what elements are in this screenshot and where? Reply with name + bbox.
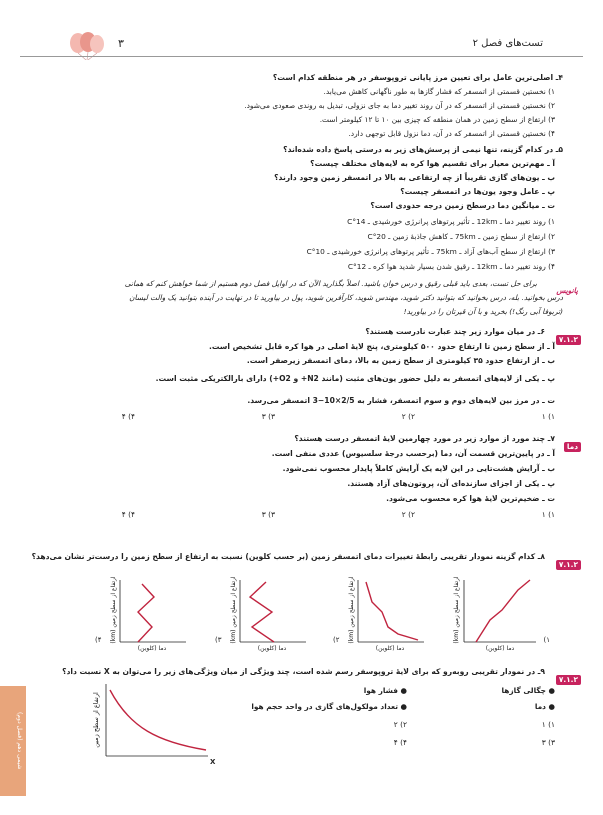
q8-graph-2[interactable]: [324, 572, 428, 652]
q8-graph-2-xlabel: دما (کلوین): [375, 645, 405, 652]
q9-stem: ۹ـ در نمودار تقریبی روبه‌رو که برای لایهٔ تروپوسفر رسم شده است، چند ویژگی از میان ویژگی‌های زیر را می‌توان به X نسبت داد؟: [62, 667, 545, 676]
q8-graphs: [86, 572, 556, 652]
q6-stem: ۶ـ در میان موارد زیر چند عبارت نادرست هستند؟: [365, 327, 545, 336]
q9-option-1[interactable]: ۱) ۱: [541, 720, 555, 729]
q9-feature-4: ● تعداد مولکول‌های گازی در واحد حجم هوا: [251, 702, 407, 711]
q6-option-4[interactable]: ۴) ۴: [121, 412, 135, 421]
q6-tag: [556, 327, 581, 346]
q4-option-2[interactable]: ۲) نخستین قسمتی از اتمسفر که در آن روند تغییر دما به جای نزولی، تبدیل به روندی صعودی می‌شود.: [244, 101, 555, 110]
page-number: ۳: [118, 37, 124, 50]
q9-feature-3: ● دما: [534, 702, 555, 711]
q6-part-p: پ ـ یکی از لایه‌های اتمسفر به دلیل حضور یون‌های مثبت (مانند N2+ و O2+) دارای بارالکتریکی مثبت است.: [155, 374, 555, 383]
q9-option-3[interactable]: ۳) ۳: [541, 738, 555, 747]
balloon-logo: [66, 30, 110, 64]
q9-option-2[interactable]: ۲) ۲: [393, 720, 407, 729]
q8-graph-1[interactable]: [446, 572, 556, 652]
q7-tag: [564, 434, 581, 453]
q9-feature-1: ● چگالی گازها: [501, 686, 555, 695]
q5-part-t: ت ـ میانگین دما درسطح زمین درجه حدودی است؟: [370, 201, 555, 210]
q9-graph-ylabel: ارتفاع از سطح زمین: [92, 692, 100, 748]
q8-graph-4[interactable]: [86, 572, 190, 652]
q8-graph-3-curve: [250, 582, 274, 642]
q8-graph-3-ylabel: ارتفاع از سطح زمین (km): [230, 576, 237, 644]
q4-option-1[interactable]: ۱) نخستین قسمتی از اتمسفر که فشار گازها به طور ناگهانی کاهش می‌یابد.: [323, 87, 555, 96]
q8-graph-2-ylabel: ارتفاع از سطح زمین (km): [348, 576, 355, 644]
q5-option-4[interactable]: ۴) روند تغییر دما ـ 12km ـ رقیق شدن بسیار شدید هوا کره ـ 12°C: [347, 262, 555, 271]
q9-graph-curve: [110, 690, 206, 750]
q7-option-1[interactable]: ۱) ۱: [541, 510, 555, 519]
q8-graph-4-ylabel: ارتفاع از سطح زمین (km): [110, 576, 117, 644]
note-line-3: (تربوفا آبی رنگ!) بخرید و با آن قیرتان را در بیاورید!: [403, 307, 563, 316]
q6-part-t: ت ـ در مرز بین لایه‌های دوم و سوم اتمسفر، فشار به 2/5×10−3 اتمسفر می‌رسد.: [247, 396, 555, 405]
q5-part-a: آ ـ مهم‌ترین معیار برای تقسیم هوا کره به لایه‌های مختلف چیست؟: [310, 159, 555, 168]
q9-tag-text: ۷.۱.۲: [556, 675, 581, 685]
side-tab-label: شیمی دهم (فصل دوم): [16, 712, 23, 770]
side-tab: [0, 686, 26, 796]
note-label-text: پانویس: [553, 286, 581, 296]
page-header-title: تست‌های فصل ۲: [472, 38, 543, 49]
q8-graph-3[interactable]: [206, 572, 310, 652]
q9-option-4[interactable]: ۴) ۴: [393, 738, 407, 747]
q6-part-a: آ ـ از سطح زمین تا ارتفاع حدود ۵۰۰ کیلومتری، پنج لایهٔ اصلی در هوا کره قابل تشخیص است.: [208, 342, 555, 351]
q7-part-p: پ ـ یکی از اجزای سازنده‌ای آن، پروتون‌های آزاد هستند.: [347, 479, 555, 488]
q7-part-t: ت ـ ضخیم‌ترین لایهٔ هوا کره محسوب می‌شود.: [386, 494, 555, 503]
q4-option-3[interactable]: ۳) ارتفاع از سطح زمین در همان منطقه که چیزی بین ۱۰ تا ۱۲ کیلومتر است.: [319, 115, 555, 124]
q8-graph-4-label: (۴: [95, 636, 102, 644]
q5-option-3[interactable]: ۳) ارتفاع از سطح آب‌های آزاد ـ 75km ـ تأثیر پرتوهای پرانرژی خورشیدی ـ 10°C: [306, 247, 555, 256]
q6-tag-text: ۷.۱.۲: [556, 335, 581, 345]
q8-tag-text: ۷.۱.۲: [556, 560, 581, 570]
q7-option-4[interactable]: ۴) ۴: [121, 510, 135, 519]
q9-tag: [556, 667, 581, 686]
q6-option-2[interactable]: ۲) ۲: [401, 412, 415, 421]
q8-graph-1-curve: [476, 580, 530, 642]
header-divider: [20, 56, 583, 57]
q8-graph-4-curve: [138, 584, 154, 642]
note-line-1: برای حل تست، بعدی باید قبلی رقیق و درس خوان باشید. اصلاً بگذارید الآن که در اوایل فصل دوم هستیم از شما خواهش کنم که همانی: [124, 279, 537, 288]
q8-graph-3-xlabel: دما (کلوین): [257, 645, 287, 652]
q9-feature-2: ● فشار هوا: [363, 686, 407, 695]
q7-stem: ۷ـ چند مورد از موارد زیر در مورد چهارمین لایهٔ اتمسفر درست هستند؟: [294, 434, 555, 443]
note-line-2: درس بخوانید. بله، درس بخوانید که بتوانید دکتر شوید، مهندس شوید، کارآفرین شوید، پول در بیاورید تا در نهایت در آینده بتوانید یک والت لیسان: [129, 293, 563, 302]
q4-option-4[interactable]: ۴) نخستین قسمتی از اتمسفر که در آن، دما نزول قابل توجهی دارد.: [348, 129, 555, 138]
q7-part-b: ب ـ آرایش هشت‌تایی در این لایه یک آرایش کاملاً پایدار محسوب نمی‌شود.: [282, 464, 555, 473]
q5-option-2[interactable]: ۲) ارتفاع از سطح زمین ـ 75km ـ کاهش جاذبهٔ زمین ـ 20°C: [367, 232, 555, 241]
q9-graph: [86, 680, 221, 770]
q7-option-3[interactable]: ۳) ۳: [261, 510, 275, 519]
q5-part-b: ب ـ یون‌های گازی تقریباً از چه ارتفاعی به بالا در اتمسفر زمین وجود دارند؟: [274, 173, 555, 182]
q7-option-2[interactable]: ۲) ۲: [401, 510, 415, 519]
q7-part-a: آ ـ در پایین‌ترین قسمت آن، دما (برحسب درجهٔ سلسیوس) عددی منفی است.: [271, 449, 555, 458]
q8-tag: [556, 552, 581, 571]
q8-graph-4-xlabel: دما (کلوین): [137, 645, 167, 652]
q6-option-1[interactable]: ۱) ۱: [541, 412, 555, 421]
q6-option-3[interactable]: ۳) ۳: [261, 412, 275, 421]
q4-stem: ۴ـ اصلی‌ترین عامل برای تعیین مرز پایانی تروپوسفر در هر منطقه کدام است؟: [272, 73, 563, 82]
q8-graph-1-xlabel: دما (کلوین): [485, 645, 515, 652]
q8-graph-2-label: (۲: [333, 636, 340, 644]
q7-tag-text: دما: [564, 442, 581, 452]
q8-graph-1-label: (۱: [543, 636, 550, 644]
q8-graph-3-label: (۳: [215, 636, 222, 644]
q5-option-1[interactable]: ۱) روند تغییر دما ـ 12km ـ تأثیر پرتوهای پرانرژی خورشیدی ـ 14°C: [347, 217, 555, 226]
q9-graph-xlabel: X: [210, 758, 216, 766]
q5-part-p: پ ـ عامل وجود یون‌ها در اتمسفر چیست؟: [400, 187, 555, 196]
q8-graph-2-curve: [366, 582, 418, 640]
q5-stem: ۵ـ در کدام گزینه، تنها نیمی از پرسش‌های زیر به درستی پاسخ داده شده‌اند؟: [283, 145, 563, 154]
q6-part-b: ب ـ از ارتفاع حدود ۳۵ کیلومتری از سطح زمین به بالا، دمای اتمسفر زیرصفر است.: [246, 356, 555, 365]
q8-stem: ۸ـ کدام گزینه نمودار تقریبی رابطهٔ تغییرات دمای اتمسفر زمین (بر حسب کلوین) نسبت به ارتفاع از سطح زمین را درست‌تر نشان می‌دهد؟: [31, 552, 545, 561]
q8-graph-1-ylabel: ارتفاع از سطح زمین (km): [453, 576, 460, 644]
